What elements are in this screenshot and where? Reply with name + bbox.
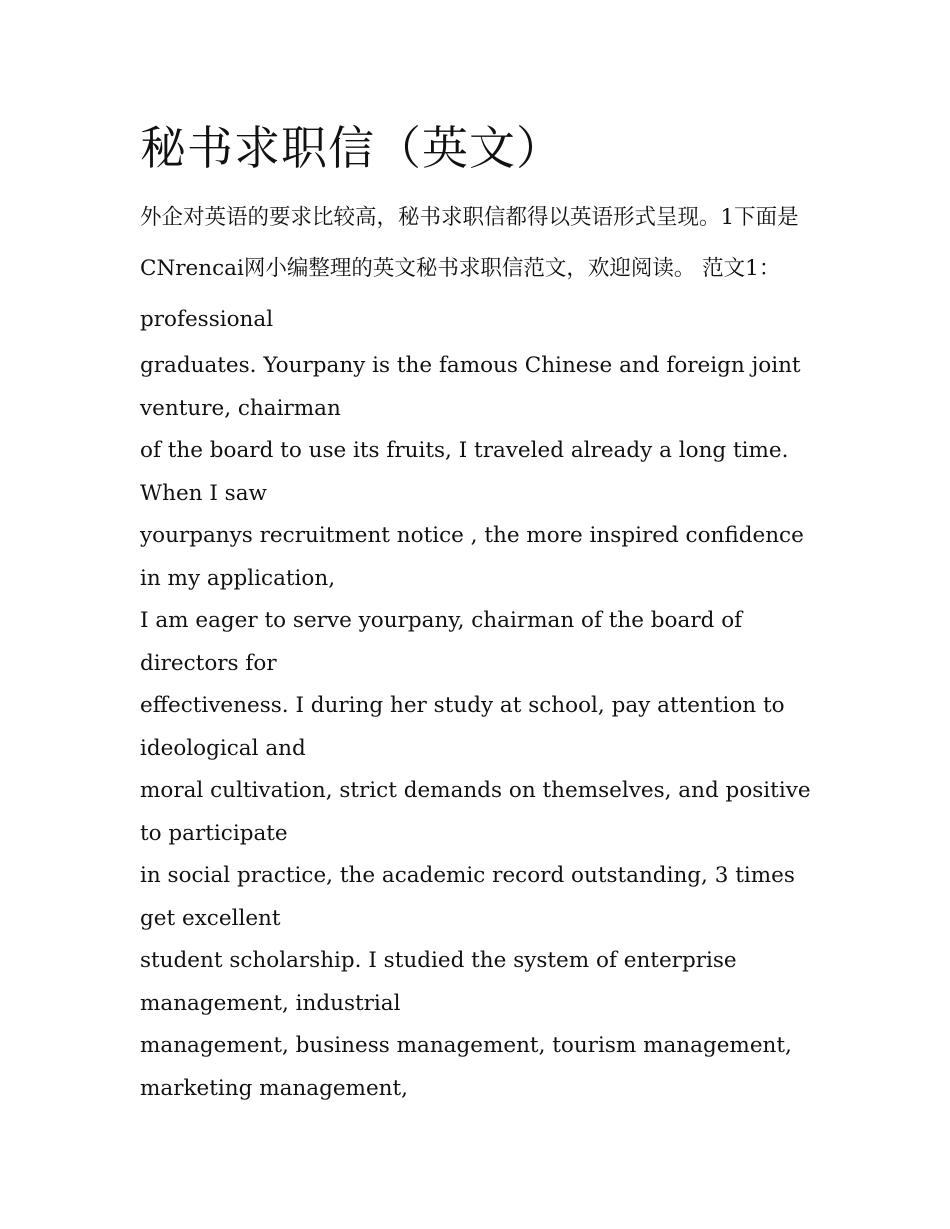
- letter-body: [140, 345, 820, 1110]
- document-title: 秘书求职信（英文）: [140, 121, 563, 175]
- body-line: student scholarship. I studied the system of enterprise management, industrial: [140, 948, 737, 1016]
- body-line: graduates. Yourpany is the famous Chinese and foreign joint venture, chairman: [140, 353, 801, 421]
- body-line: I am eager to serve yourpany, chairman of the board of directors for: [140, 608, 743, 676]
- body-line: moral cultivation, strict demands on themselves, and positive to participate: [140, 778, 811, 846]
- intro-paragraph: 外企对英语的要求比较高，秘书求职信都得以英语形式呈现。1下面是CNrencai网小编整理的英文秘书求职信范文，欢迎阅读。 范文1： professional: [140, 205, 799, 332]
- body-line: management, business management, tourism management, marketing management,: [140, 1033, 792, 1101]
- body-line: yourpanys recruitment notice , the more inspired confidence in my application,: [140, 523, 804, 591]
- document-page: [140, 112, 820, 1110]
- body-line: in social practice, the academic record outstanding, 3 times get excellent: [140, 863, 795, 931]
- body-line: of the board to use its fruits, I traveled already a long time. When I saw: [140, 438, 789, 506]
- body-line: effectiveness. I during her study at school, pay attention to ideological and: [140, 693, 785, 761]
